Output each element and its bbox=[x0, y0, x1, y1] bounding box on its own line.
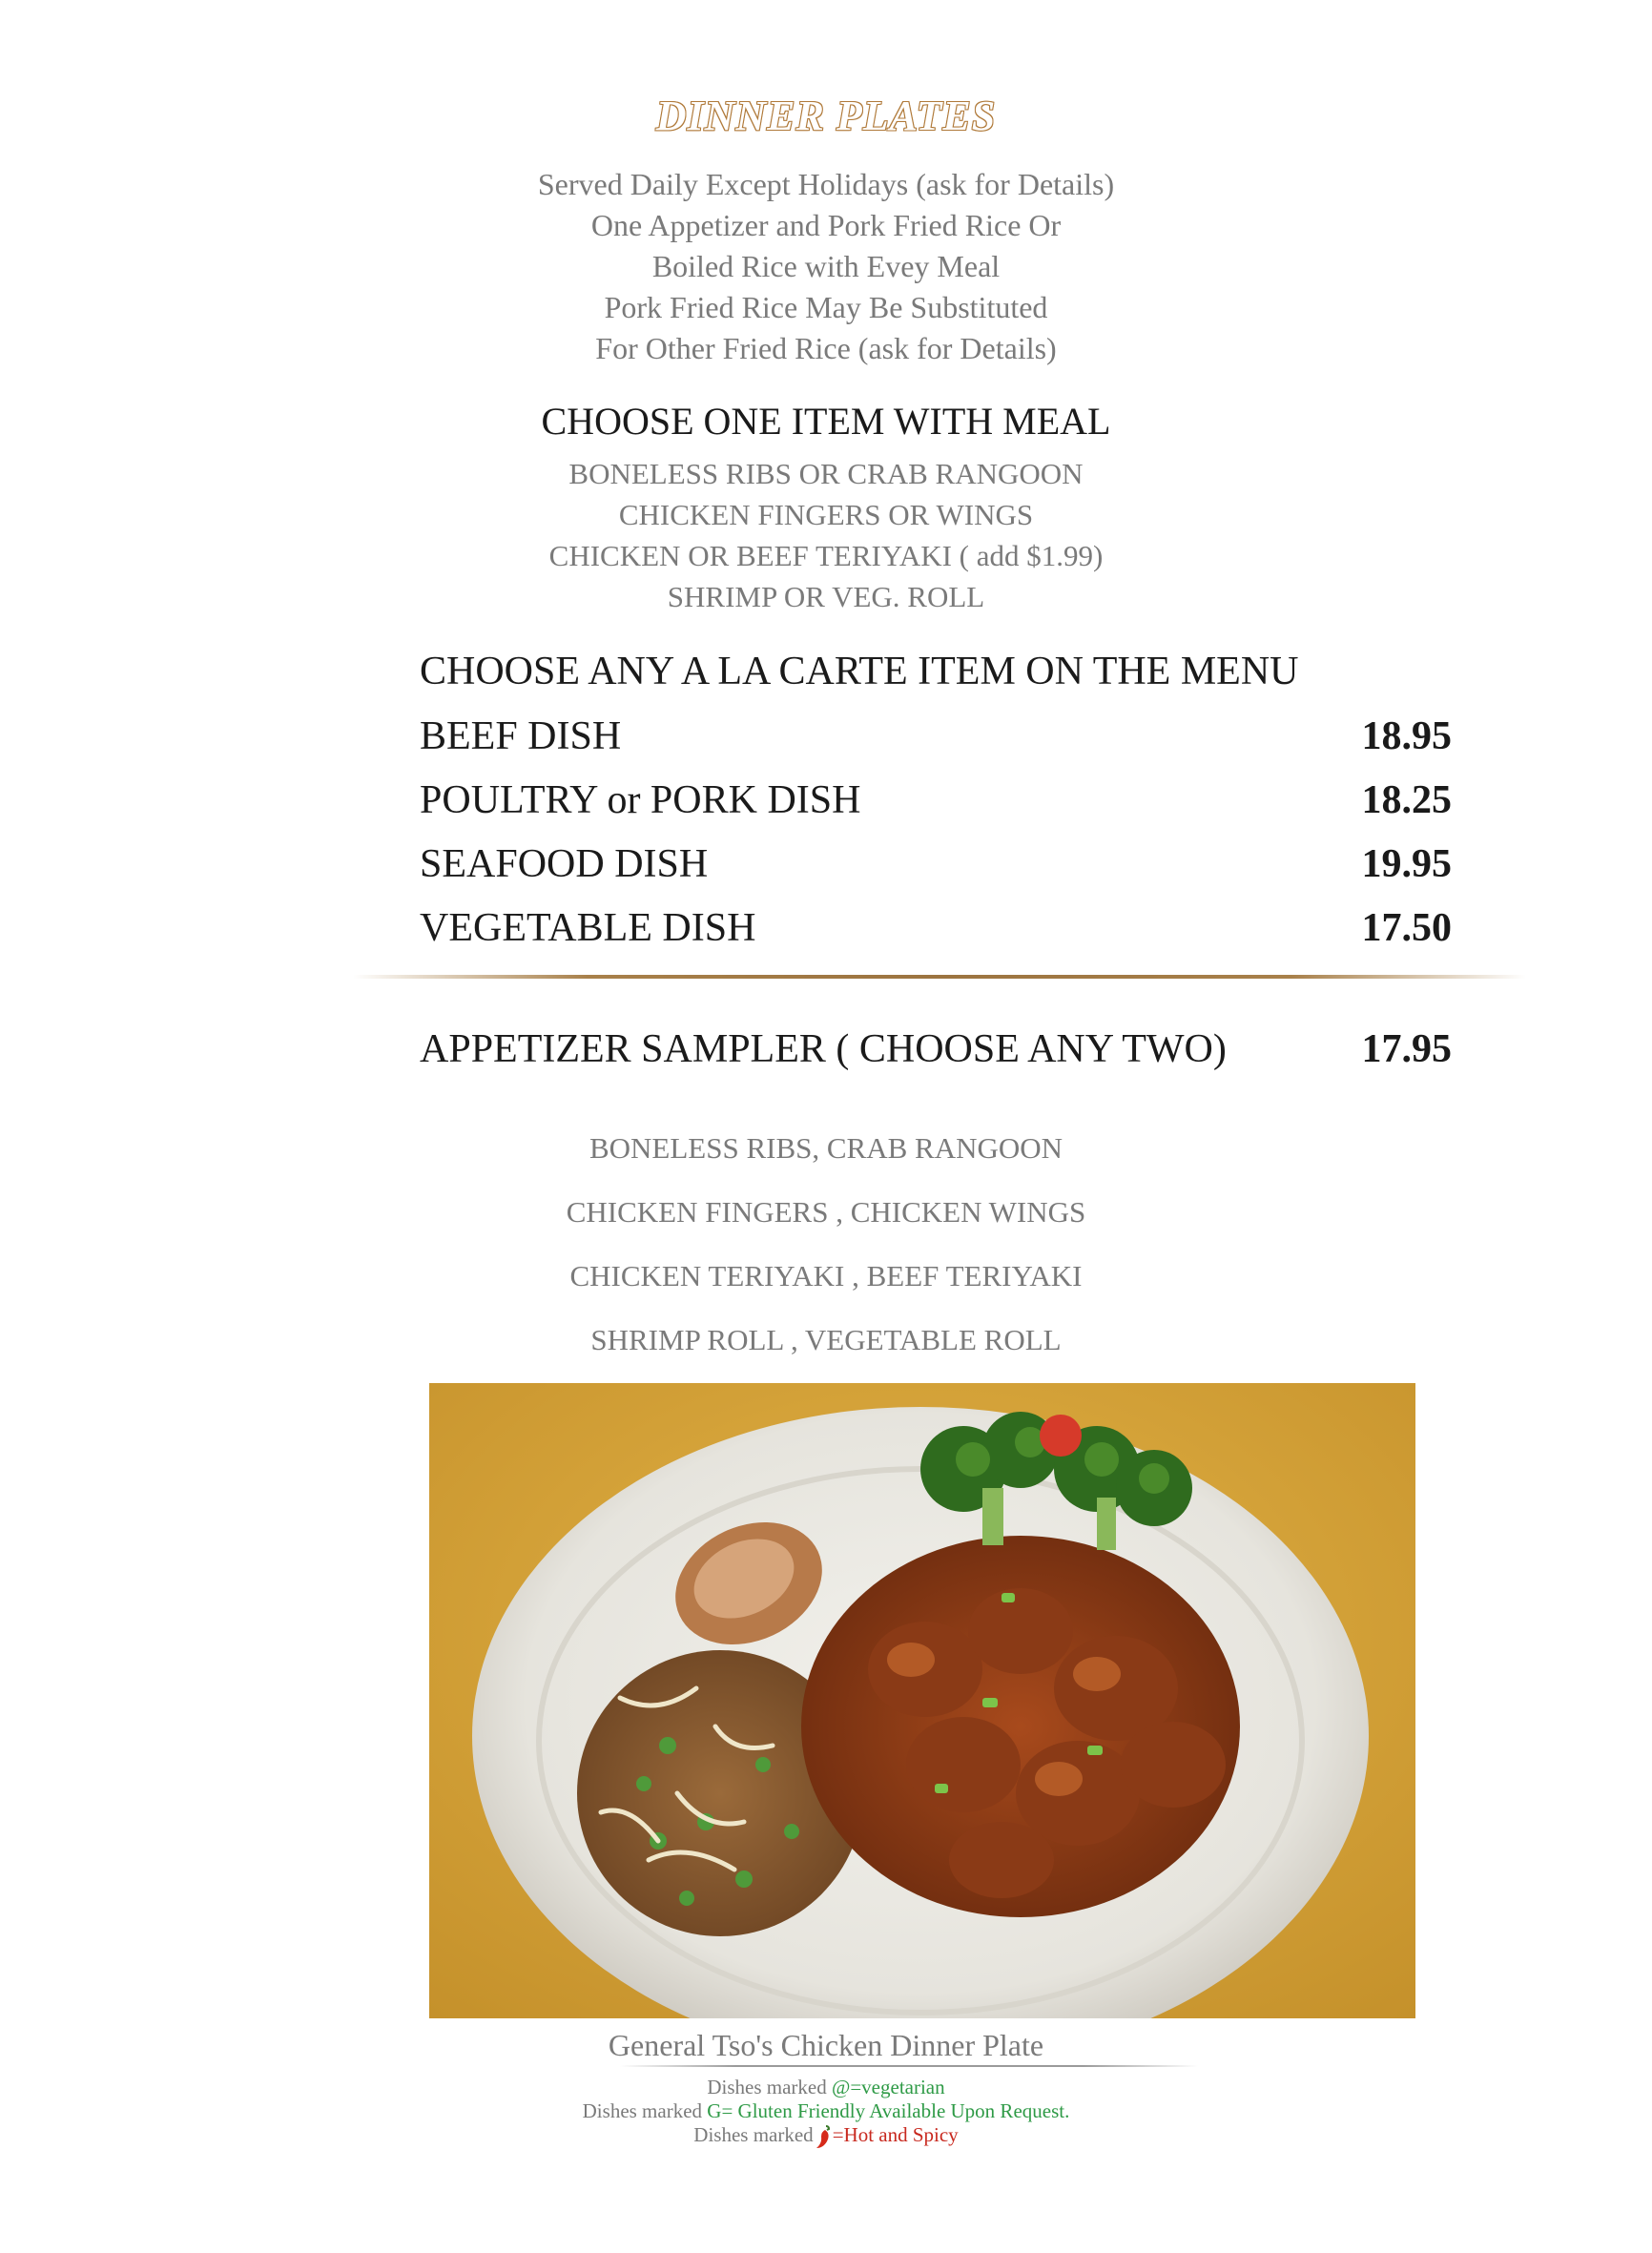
legend-line-gluten bbox=[0, 2099, 1652, 2123]
menu-item-price: 19.95 bbox=[1361, 842, 1452, 886]
sampler-item: SHRIMP ROLL , VEGETABLE ROLL bbox=[590, 1323, 1062, 1356]
legend-spicy: =Hot and Spicy bbox=[832, 2123, 959, 2146]
page-title: DINNER PLATES bbox=[655, 93, 997, 139]
intro-line: Served Daily Except Holidays (ask for Details) bbox=[537, 167, 1115, 201]
legend-prefix: Dishes marked bbox=[693, 2123, 814, 2146]
caption-underline bbox=[620, 2065, 1198, 2067]
menu-item-name: VEGETABLE DISH bbox=[420, 906, 756, 950]
intro-line: Pork Fried Rice May Be Substituted bbox=[604, 290, 1048, 324]
a-la-carte-heading: CHOOSE ANY A LA CARTE ITEM ON THE MENU bbox=[420, 650, 1299, 693]
sampler-item: CHICKEN TERIYAKI , BEEF TERIYAKI bbox=[569, 1259, 1083, 1292]
menu-item-name: BEEF DISH bbox=[420, 714, 622, 758]
chili-pepper-icon bbox=[815, 2124, 832, 2149]
legend-line-spicy bbox=[0, 2123, 1652, 2149]
legend-line-vegetarian bbox=[0, 2076, 1652, 2099]
option-item: BONELESS RIBS OR CRAB RANGOON bbox=[568, 457, 1084, 490]
sampler-name: APPETIZER SAMPLER ( CHOOSE ANY TWO) bbox=[420, 1027, 1227, 1071]
sampler-item: BONELESS RIBS, CRAB RANGOON bbox=[589, 1131, 1063, 1165]
menu-item-price: 17.50 bbox=[1361, 906, 1452, 950]
intro-line: Boiled Rice with Evey Meal bbox=[651, 249, 1001, 283]
photo-caption: General Tso's Chicken Dinner Plate bbox=[608, 2028, 1044, 2062]
option-item: CHICKEN OR BEEF TERIYAKI ( add $1.99) bbox=[548, 539, 1104, 572]
dish-photo bbox=[429, 1383, 1415, 2018]
legend-prefix: Dishes marked bbox=[707, 2076, 832, 2098]
section-divider bbox=[353, 975, 1526, 979]
menu-item-price: 18.95 bbox=[1361, 714, 1452, 758]
menu-item-name: SEAFOOD DISH bbox=[420, 842, 709, 886]
legend-prefix: Dishes marked bbox=[582, 2099, 708, 2122]
sampler-price: 17.95 bbox=[1361, 1027, 1452, 1071]
menu-item-name: POULTRY or PORK DISH bbox=[420, 778, 861, 822]
sampler-item: CHICKEN FINGERS , CHICKEN WINGS bbox=[566, 1195, 1086, 1229]
option-item: SHRIMP OR VEG. ROLL bbox=[667, 580, 985, 613]
intro-line: One Appetizer and Pork Fried Rice Or bbox=[590, 208, 1062, 242]
menu-item-price: 18.25 bbox=[1361, 778, 1452, 822]
legend-gluten: G= Gluten Friendly Available Upon Request. bbox=[707, 2099, 1070, 2122]
choose-one-heading: CHOOSE ONE ITEM WITH MEAL bbox=[541, 400, 1111, 443]
intro-text bbox=[0, 164, 1652, 369]
legend-vegetarian: @=vegetarian bbox=[832, 2076, 945, 2098]
intro-line: For Other Fried Rice (ask for Details) bbox=[595, 331, 1057, 365]
option-item: CHICKEN FINGERS OR WINGS bbox=[618, 498, 1034, 531]
choose-one-options bbox=[0, 453, 1652, 617]
